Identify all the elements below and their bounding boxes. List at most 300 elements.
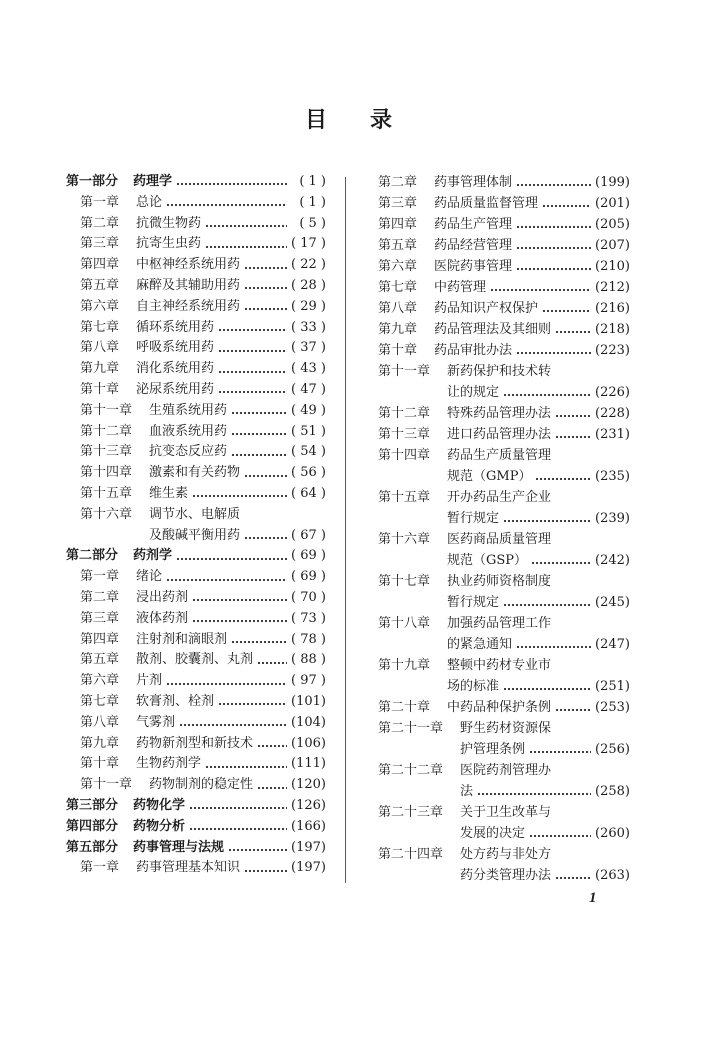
page-ref: ( 88 ): [291, 652, 326, 668]
chapter-label: 第八章: [80, 340, 120, 356]
dot-leader: [535, 477, 591, 481]
toc-right-column: [378, 172, 630, 886]
entry-line: [434, 214, 630, 235]
entry-body: [133, 817, 326, 838]
dot-leader: [555, 435, 591, 439]
entry-line: [133, 838, 326, 859]
page-ref: (239): [595, 511, 630, 526]
entry-title: 消化系统用药: [136, 361, 215, 377]
chapter-label: 第八章: [80, 714, 120, 730]
entry-title: 液体药剂: [136, 610, 189, 626]
page-ref: (207): [595, 238, 630, 253]
dot-leader: [244, 307, 287, 311]
entry-line: [447, 592, 630, 613]
entry-title: 医药商品质量管理: [447, 532, 552, 547]
entry-line: [434, 193, 630, 214]
dot-leader: [231, 453, 287, 457]
dot-leader: [189, 827, 287, 831]
entry-line: [149, 422, 326, 443]
page-ref: (212): [595, 280, 630, 295]
toc-chapter-entry: [378, 802, 630, 844]
page-ref: (120): [291, 777, 326, 793]
toc-chapter-entry: [378, 529, 630, 571]
page-ref: (231): [595, 427, 630, 442]
dot-leader: [244, 869, 287, 873]
dot-leader: [531, 561, 591, 565]
dot-leader: [166, 203, 287, 207]
entry-body: [434, 235, 630, 256]
entry-body: [460, 718, 630, 760]
entry-title: 中药管理: [434, 280, 487, 295]
entry-title: 呼吸系统用药: [136, 340, 215, 356]
toc-chapter-entry: [66, 463, 326, 484]
entry-title: 加强药品管理工作: [447, 616, 552, 631]
dot-leader: [192, 619, 287, 623]
entry-title: 抗微生物药: [136, 215, 202, 231]
toc-chapter-entry: [378, 193, 630, 214]
entry-title: 药事管理体制: [434, 175, 513, 190]
entry-title: 发展的决定: [460, 826, 526, 841]
toc-chapter-entry: [66, 380, 326, 401]
dot-leader: [205, 765, 287, 769]
entry-body: [460, 844, 630, 886]
entry-line: [136, 858, 326, 879]
dot-leader: [176, 182, 287, 186]
entry-line: [460, 781, 630, 802]
entry-line: [447, 613, 630, 634]
chapter-label: 第十八章: [378, 616, 431, 631]
toc-chapter-entry: [66, 505, 326, 547]
dot-leader: [529, 750, 591, 754]
entry-line: [136, 734, 326, 755]
entry-line: [447, 676, 630, 697]
entry-line: [434, 172, 630, 193]
chapter-label: 第七章: [80, 319, 120, 335]
chapter-label: 第五章: [378, 238, 418, 253]
entry-line: [149, 526, 326, 547]
entry-line: [460, 823, 630, 844]
entry-body: [149, 401, 326, 422]
chapter-label: 第三章: [378, 196, 418, 211]
entry-body: [133, 796, 326, 817]
entry-title: 抗变态反应药: [149, 444, 228, 460]
chapter-label: 第二章: [378, 175, 418, 190]
entry-title: 注射剂和滴眼剂: [136, 631, 228, 647]
chapter-label: 第十章: [80, 756, 120, 772]
chapter-label: 第十一章: [80, 402, 133, 418]
toc-chapter-entry: [66, 775, 326, 796]
entry-line: [447, 445, 630, 466]
entry-line: [447, 697, 630, 718]
chapter-label: 第十七章: [378, 574, 431, 589]
entry-title: 绪论: [136, 569, 163, 585]
dot-leader: [231, 432, 287, 436]
entry-body: [447, 697, 630, 718]
entry-title: 血液系统用药: [149, 423, 228, 439]
entry-body: [434, 298, 630, 319]
toc-chapter-entry: [66, 713, 326, 734]
toc-part-entry: [66, 796, 326, 817]
entry-title: 抗寄生虫药: [136, 236, 202, 252]
entry-title: 片剂: [136, 673, 163, 689]
page-ref: ( 69 ): [291, 548, 326, 564]
dot-leader: [257, 786, 287, 790]
toc-chapter-entry: [378, 697, 630, 718]
entry-title: 中药品种保护条例: [447, 700, 552, 715]
entry-line: [136, 359, 326, 380]
page-ref: ( 49 ): [291, 402, 326, 418]
dot-leader: [516, 351, 591, 355]
entry-body: [136, 380, 326, 401]
chapter-label: 第九章: [80, 361, 120, 377]
dot-leader: [218, 390, 287, 394]
toc-chapter-entry: [378, 172, 630, 193]
entry-line: [447, 403, 630, 424]
dot-leader: [503, 519, 591, 523]
dot-leader: [205, 224, 287, 228]
dot-leader: [228, 848, 287, 852]
toc-chapter-entry: [378, 487, 630, 529]
toc-chapter-entry: [66, 276, 326, 297]
column-divider: [345, 177, 346, 883]
entry-line: [136, 754, 326, 775]
page-ref: ( 51 ): [291, 423, 326, 439]
toc-chapter-entry: [66, 401, 326, 422]
entry-line: [149, 775, 326, 796]
chapter-label: 第一章: [80, 194, 120, 210]
chapter-label: 第十二章: [378, 406, 431, 421]
entry-title: 暂行规定: [447, 511, 500, 526]
chapter-label: 第十一章: [80, 777, 133, 793]
page-ref: ( 5 ): [299, 215, 326, 231]
entry-title: 循环系统用药: [136, 319, 215, 335]
entry-line: [136, 650, 326, 671]
page-ref: ( 97 ): [291, 673, 326, 689]
entry-line: [434, 319, 630, 340]
page-ref: (126): [291, 797, 326, 813]
entry-title: 生物药剂学: [136, 756, 202, 772]
dot-leader: [218, 702, 287, 706]
entry-line: [434, 298, 630, 319]
entry-body: [136, 630, 326, 651]
entry-body: [447, 613, 630, 655]
toc-chapter-entry: [66, 484, 326, 505]
page-ref: (226): [595, 385, 630, 400]
toc-chapter-entry: [66, 193, 326, 214]
dot-leader: [231, 640, 287, 644]
chapter-label: 第十章: [80, 381, 120, 397]
entry-body: [447, 487, 630, 529]
toc-chapter-entry: [378, 319, 630, 340]
dot-leader: [529, 834, 591, 838]
page-ref: ( 43 ): [291, 361, 326, 377]
entry-body: [136, 276, 326, 297]
page-ref: ( 56 ): [291, 465, 326, 481]
entry-body: [133, 172, 326, 193]
entry-line: [460, 865, 630, 886]
toc-chapter-entry: [378, 298, 630, 319]
chapter-label: 第十九章: [378, 658, 431, 673]
entry-body: [136, 692, 326, 713]
entry-line: [136, 380, 326, 401]
entry-body: [434, 193, 630, 214]
toc-chapter-entry: [66, 318, 326, 339]
page-ref: (205): [595, 217, 630, 232]
chapter-label: 第二章: [80, 215, 120, 231]
chapter-label: 第二十二章: [378, 763, 444, 778]
chapter-label: 第二十章: [378, 700, 431, 715]
toc-chapter-entry: [378, 844, 630, 886]
entry-line: [434, 235, 630, 256]
entry-body: [460, 760, 630, 802]
entry-body: [136, 297, 326, 318]
page-ref: (253): [595, 700, 630, 715]
entry-body: [149, 775, 326, 796]
part-label: 第一部分: [66, 174, 119, 189]
entry-body: [447, 529, 630, 571]
page-title: 目录: [305, 107, 436, 133]
chapter-label: 第十二章: [80, 423, 133, 439]
page-ref: ( 1 ): [299, 194, 326, 210]
toc-chapter-entry: [66, 234, 326, 255]
entry-title: 药剂学: [133, 548, 173, 564]
chapter-label: 第三章: [80, 610, 120, 626]
toc-chapter-entry: [66, 359, 326, 380]
entry-title: 药品生产质量管理: [447, 448, 552, 463]
entry-title: 药事管理基本知识: [136, 860, 241, 876]
entry-body: [136, 234, 326, 255]
page-ref: (101): [291, 693, 326, 709]
page-number: 1: [589, 890, 597, 906]
toc-chapter-entry: [378, 214, 630, 235]
entry-body: [434, 340, 630, 361]
entry-line: [434, 277, 630, 298]
toc-part-entry: [66, 546, 326, 567]
dot-leader: [555, 708, 591, 712]
chapter-label: 第二十一章: [378, 721, 444, 736]
entry-title: 药品审批办法: [434, 343, 513, 358]
chapter-label: 第十三章: [378, 427, 431, 442]
entry-line: [136, 318, 326, 339]
page-ref: ( 47 ): [291, 381, 326, 397]
entry-line: [447, 508, 630, 529]
entry-title: 总论: [136, 194, 163, 210]
entry-body: [447, 571, 630, 613]
page-ref: (247): [595, 637, 630, 652]
dot-leader: [244, 286, 287, 290]
chapter-label: 第十一章: [378, 364, 431, 379]
entry-line: [136, 338, 326, 359]
entry-body: [434, 214, 630, 235]
toc-chapter-entry: [66, 609, 326, 630]
entry-title: 关于卫生改革与: [460, 805, 552, 820]
dot-leader: [218, 328, 287, 332]
page-ref: (210): [595, 259, 630, 274]
page-ref: ( 78 ): [291, 631, 326, 647]
dot-leader: [503, 603, 591, 607]
part-label: 第二部分: [66, 548, 119, 564]
dot-leader: [490, 288, 591, 292]
entry-title: 特殊药品管理办法: [447, 406, 552, 421]
page-ref: ( 37 ): [291, 340, 326, 356]
entry-line: [136, 193, 326, 214]
entry-title: 护管理条例: [460, 742, 526, 757]
entry-body: [447, 424, 630, 445]
dot-leader: [503, 687, 591, 691]
page-ref: (104): [291, 714, 326, 730]
toc-chapter-entry: [66, 442, 326, 463]
entry-body: [447, 445, 630, 487]
entry-body: [136, 318, 326, 339]
dot-leader: [244, 536, 287, 540]
entry-line: [136, 214, 326, 235]
chapter-label: 第六章: [80, 673, 120, 689]
entry-title: 药事管理与法规: [133, 839, 225, 855]
entry-title: 自主神经系统用药: [136, 298, 241, 314]
toc-part-entry: [66, 838, 326, 859]
dot-leader: [516, 267, 591, 271]
dot-leader: [555, 414, 591, 418]
entry-title: 医院药剂管理办: [460, 763, 552, 778]
dot-leader: [218, 349, 287, 353]
entry-body: [136, 754, 326, 775]
entry-line: [149, 505, 326, 526]
entry-body: [434, 256, 630, 277]
entry-title: 整顿中药材专业市: [447, 658, 552, 673]
toc-chapter-entry: [378, 445, 630, 487]
dot-leader: [503, 393, 591, 397]
page-ref: (245): [595, 595, 630, 610]
chapter-label: 第九章: [378, 322, 418, 337]
toc-chapter-entry: [66, 734, 326, 755]
entry-title: 中枢神经系统用药: [136, 257, 241, 273]
entry-body: [149, 422, 326, 443]
part-label: 第三部分: [66, 797, 119, 813]
dot-leader: [516, 183, 591, 187]
page-ref: (260): [595, 826, 630, 841]
entry-body: [460, 802, 630, 844]
entry-line: [133, 546, 326, 567]
chapter-label: 第七章: [80, 693, 120, 709]
chapter-label: 第六章: [80, 298, 120, 314]
page-ref: (256): [595, 742, 630, 757]
toc-chapter-entry: [66, 754, 326, 775]
entry-title: 药理学: [133, 174, 173, 189]
dot-leader: [516, 225, 591, 229]
entry-line: [149, 484, 326, 505]
entry-line: [136, 671, 326, 692]
entry-line: [447, 529, 630, 550]
entry-line: [133, 172, 326, 193]
page-ref: (242): [595, 553, 630, 568]
page-ref: (216): [595, 301, 630, 316]
entry-title: 医院药事管理: [434, 259, 513, 274]
toc-chapter-entry: [378, 655, 630, 697]
toc-chapter-entry: [66, 255, 326, 276]
page-ref: ( 64 ): [291, 485, 326, 501]
chapter-label: 第十四章: [80, 465, 133, 481]
chapter-label: 第五章: [80, 652, 120, 668]
entry-body: [136, 255, 326, 276]
page-ref: ( 73 ): [291, 610, 326, 626]
dot-leader: [166, 578, 287, 582]
toc-chapter-entry: [66, 588, 326, 609]
entry-line: [460, 802, 630, 823]
entry-title: 药物新剂型和新技术: [136, 735, 254, 751]
toc-chapter-entry: [378, 256, 630, 277]
page-ref: ( 67 ): [291, 527, 326, 543]
entry-line: [460, 760, 630, 781]
dot-leader: [516, 246, 591, 250]
entry-body: [136, 193, 326, 214]
toc-chapter-entry: [66, 630, 326, 651]
entry-title: 药物分析: [133, 818, 186, 834]
page-ref: (218): [595, 322, 630, 337]
entry-line: [447, 361, 630, 382]
page-ref: (166): [291, 818, 326, 834]
dot-leader: [218, 370, 287, 374]
entry-body: [149, 484, 326, 505]
entry-title: 软膏剂、栓剂: [136, 693, 215, 709]
entry-title: 新药保护和技术转: [447, 364, 552, 379]
page-ref: (251): [595, 679, 630, 694]
chapter-label: 第九章: [80, 735, 120, 751]
entry-body: [136, 609, 326, 630]
entry-line: [133, 817, 326, 838]
entry-line: [447, 655, 630, 676]
entry-line: [136, 297, 326, 318]
entry-line: [136, 588, 326, 609]
toc-chapter-entry: [378, 613, 630, 655]
toc-chapter-entry: [66, 338, 326, 359]
toc-chapter-entry: [378, 277, 630, 298]
entry-body: [136, 671, 326, 692]
toc-chapter-entry: [66, 297, 326, 318]
entry-title: 调节水、电解质: [149, 506, 241, 522]
entry-body: [149, 463, 326, 484]
page-ref: (106): [291, 735, 326, 751]
chapter-label: 第四章: [378, 217, 418, 232]
entry-title: 药分类管理办法: [460, 868, 552, 883]
chapter-label: 第一章: [80, 860, 120, 876]
chapter-label: 第一章: [80, 569, 120, 585]
page-ref: (197): [291, 839, 326, 855]
chapter-label: 第四章: [80, 631, 120, 647]
toc-chapter-entry: [66, 214, 326, 235]
chapter-label: 第七章: [378, 280, 418, 295]
entry-title: 处方药与非处方: [460, 847, 552, 862]
page-ref: ( 29 ): [291, 298, 326, 314]
entry-line: [447, 550, 630, 571]
entry-line: [460, 844, 630, 865]
entry-body: [149, 505, 326, 547]
toc-chapter-entry: [378, 718, 630, 760]
entry-title: 进口药品管理办法: [447, 427, 552, 442]
entry-body: [136, 734, 326, 755]
toc-left-column: [66, 172, 326, 879]
entry-line: [136, 630, 326, 651]
chapter-label: 第十三章: [80, 444, 133, 460]
chapter-label: 第十章: [378, 343, 418, 358]
page-ref: ( 70 ): [291, 589, 326, 605]
dot-leader: [542, 204, 591, 208]
entry-body: [434, 172, 630, 193]
entry-line: [136, 255, 326, 276]
entry-title: 散剂、胶囊剂、丸剂: [136, 652, 254, 668]
entry-line: [136, 567, 326, 588]
entry-title: 的紧急通知: [447, 637, 513, 652]
entry-title: 药物制剂的稳定性: [149, 777, 254, 793]
